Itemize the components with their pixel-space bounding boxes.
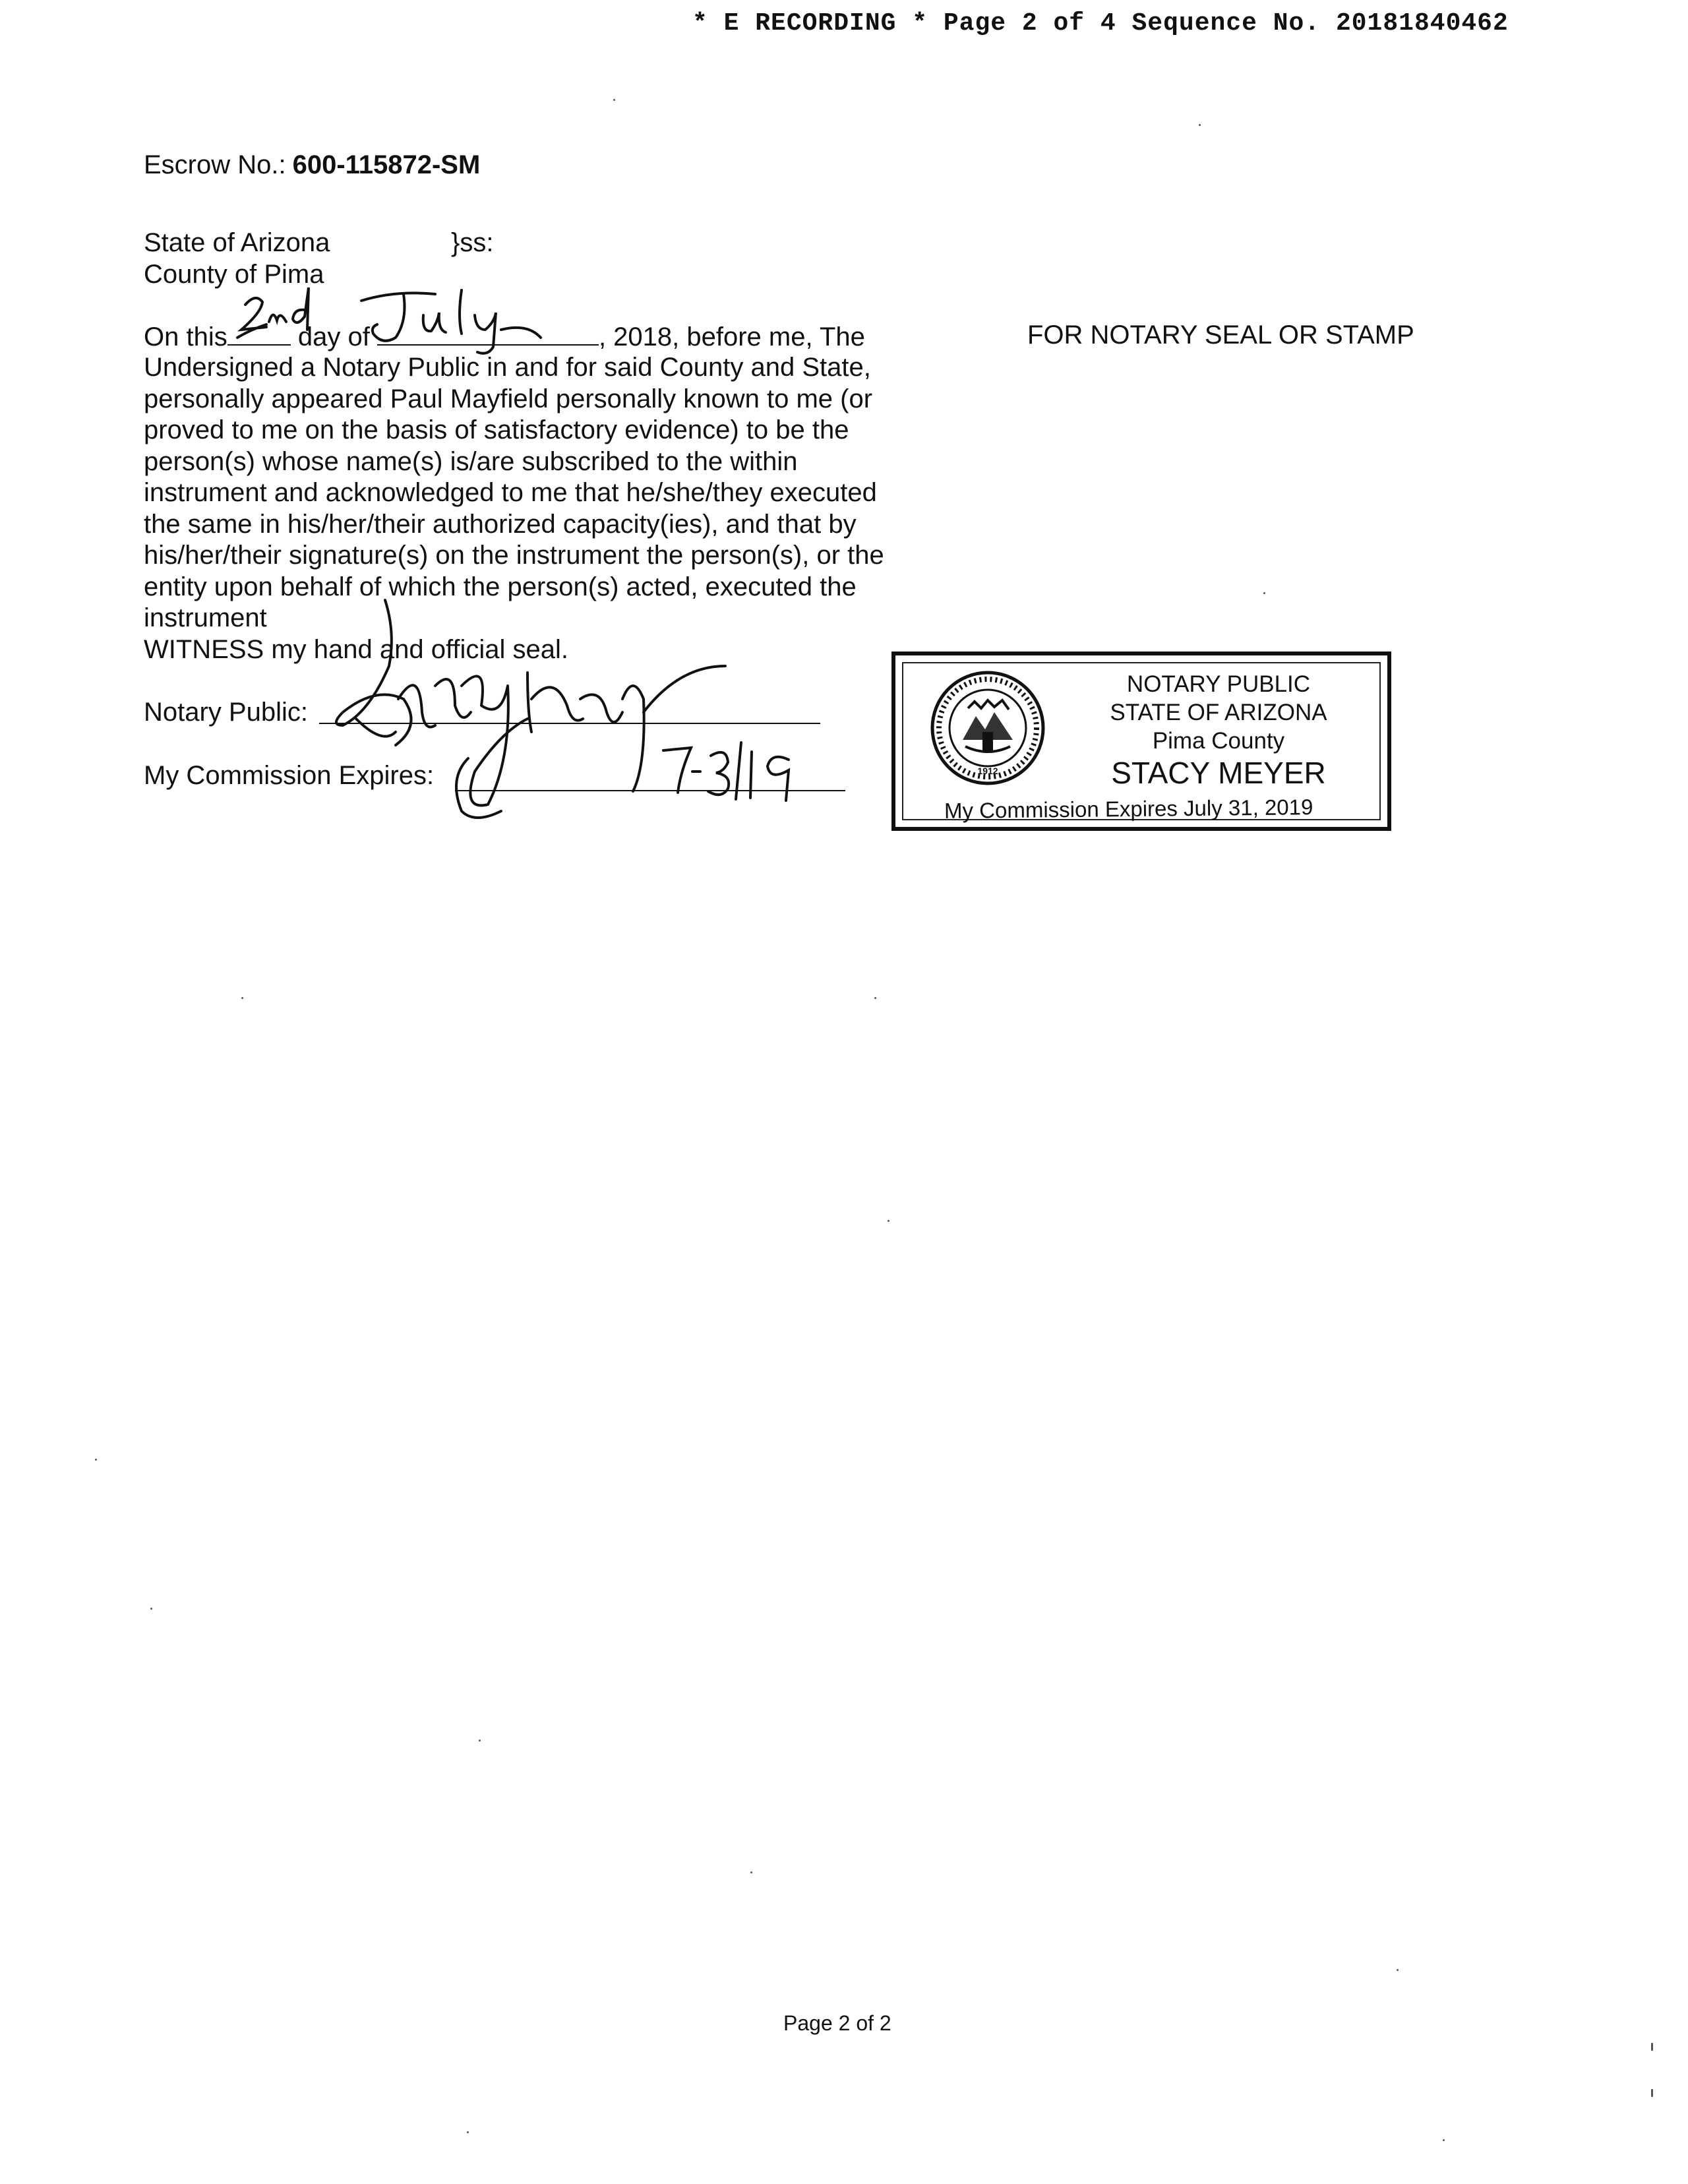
ack-line: instrument [144, 603, 267, 632]
notary-signature-line [319, 723, 820, 724]
venue-county: County of Pima [144, 260, 324, 289]
ack-line: WITNESS my hand and official seal. [144, 634, 568, 664]
scan-speck [874, 997, 876, 999]
scan-speck [1263, 592, 1265, 594]
scan-speck [888, 1220, 889, 1222]
scan-speck [95, 1459, 97, 1461]
handwritten-commission-date [663, 743, 789, 801]
escrow-number [144, 150, 480, 180]
scan-speck [1397, 1969, 1399, 1971]
ack-line: personally appeared Paul Mayfield personally known to me (or [144, 384, 873, 413]
seal-year: 1912 [977, 766, 998, 776]
ack-line: his/her/their signature(s) on the instrument the person(s), or the [144, 541, 884, 570]
seal-stamp-label: FOR NOTARY SEAL OR STAMP [1027, 320, 1414, 349]
scan-speck [1651, 2043, 1653, 2051]
scan-speck [750, 1871, 752, 1873]
day-of-label: day of [297, 322, 370, 351]
notary-stamp [891, 652, 1391, 831]
recording-header: * E RECORDING * Page 2 of 4 Sequence No. 20181840462 [692, 9, 1509, 38]
on-this-label: On this [144, 322, 227, 351]
month-blank [377, 320, 599, 346]
escrow-value: 600-115872-SM [292, 150, 481, 179]
scan-speck [1199, 124, 1201, 126]
scan-speck [241, 997, 243, 999]
escrow-label: Escrow No.: [144, 150, 286, 179]
venue-ss: }ss: [451, 228, 494, 257]
scan-speck [1651, 2089, 1653, 2097]
day-blank [227, 320, 291, 346]
scan-speck [467, 2131, 469, 2133]
stamp-text-block [1054, 670, 1383, 791]
stamp-line-county: Pima County [1152, 728, 1285, 754]
acknowledgment-first-line [144, 320, 865, 352]
stamp-commission-expires: My Commission Expires July 31, 2019 [944, 795, 1313, 823]
ack-line: instrument and acknowledged to me that he/she/they executed [144, 478, 877, 507]
venue-block [144, 227, 494, 290]
acknowledgment-body [144, 352, 935, 665]
scan-speck [150, 1608, 152, 1610]
commission-expires-label: My Commission Expires: [144, 761, 435, 790]
stamp-notary-name: STACY MEYER [1111, 756, 1326, 790]
venue-state: State of Arizona [144, 228, 330, 257]
ack-line: Undersigned a Notary Public in and for said County and State, [144, 353, 871, 382]
ack-line: person(s) whose name(s) is/are subscribed to the within [144, 446, 798, 476]
ack-line: entity upon behalf of which the person(s) acted, executed the [144, 572, 857, 601]
scan-speck [613, 99, 615, 101]
notary-public-label: Notary Public: [144, 698, 308, 727]
ack-line: proved to me on the basis of satisfactory evidence) to be the [144, 415, 849, 444]
scan-speck [479, 1740, 481, 1742]
ack-line: the same in his/her/their authorized capacity(ies), and that by [144, 509, 857, 539]
scan-speck [1443, 2139, 1445, 2141]
page-footer: Page 2 of 2 [783, 2011, 891, 2035]
stamp-line-notary-public: NOTARY PUBLIC [1126, 671, 1311, 697]
commission-expires-line [455, 790, 845, 791]
state-seal-icon [928, 669, 1047, 787]
stamp-line-state: STATE OF ARIZONA [1110, 700, 1327, 725]
year-text: , 2018, before me, The [598, 322, 865, 351]
